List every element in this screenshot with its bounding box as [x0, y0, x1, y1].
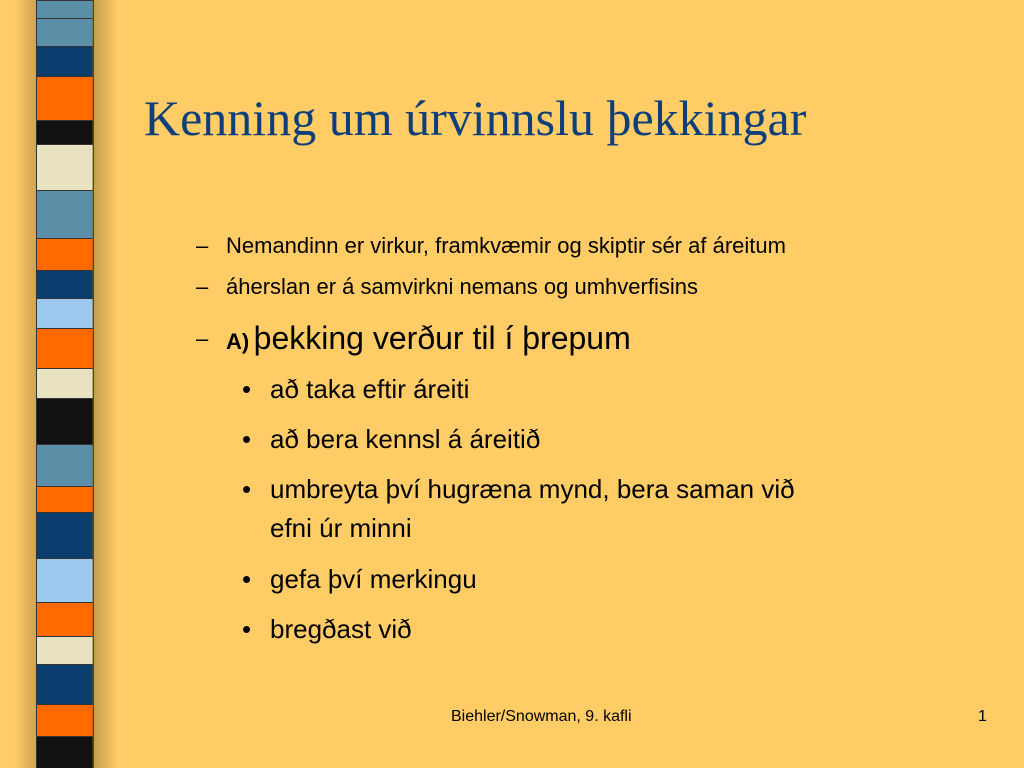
bullet-text-2: áherslan er á samvirkni nemans og umhverfisins	[226, 274, 698, 299]
sub-bullet-marker-3: •	[242, 474, 252, 504]
bullet-marker-1: –	[196, 233, 209, 258]
sub-bullet-marker-2: •	[242, 424, 252, 454]
sub-bullet-marker-4: •	[242, 564, 252, 594]
footer-source: Biehler/Snowman, 9. kafli	[451, 708, 632, 725]
bullet-prefix-a: A)	[226, 329, 250, 354]
bullet-text-3: þekking verður til í þrepum	[253, 320, 631, 356]
sub-bullet-text-3-continuation: efni úr minni	[270, 513, 412, 543]
sub-bullet-marker-1: •	[242, 374, 252, 404]
sub-bullet-text-3: umbreyta því hugræna mynd, bera saman við	[270, 474, 795, 504]
bullet-marker-2: –	[196, 274, 209, 299]
sub-bullet-text-4: gefa því merkingu	[270, 564, 477, 594]
sub-bullet-text-2: að bera kennsl á áreitið	[270, 424, 541, 454]
sub-bullet-text-1: að taka eftir áreiti	[270, 374, 470, 404]
slide-title: Kenning um úrvinnslu þekkingar	[144, 90, 807, 146]
footer-page-number: 1	[978, 708, 987, 725]
bullet-text-1: Nemandinn er virkur, framkvæmir og skiptir sér af áreitum	[226, 233, 786, 258]
bullet-marker-3: –	[196, 326, 209, 351]
bullet-line-3	[226, 318, 631, 358]
sub-bullet-text-5: bregðast við	[270, 614, 412, 644]
sub-bullet-marker-5: •	[242, 614, 252, 644]
